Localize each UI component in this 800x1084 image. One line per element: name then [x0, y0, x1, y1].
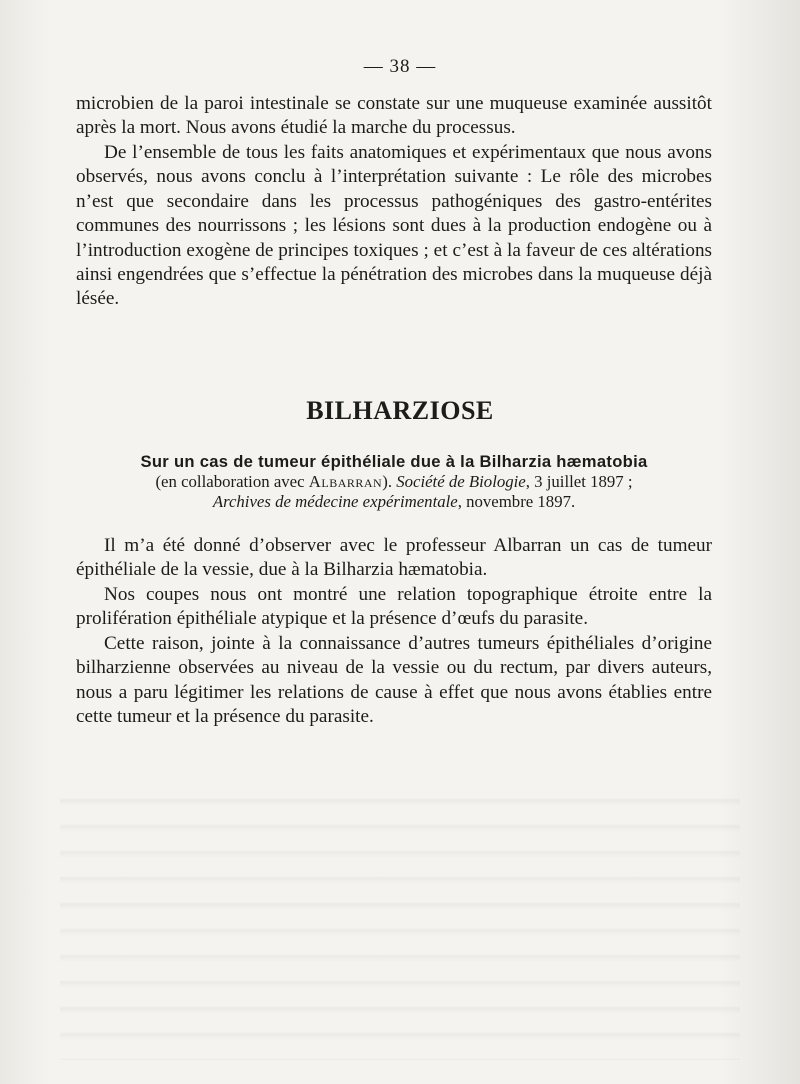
paragraph-sections: Nos coupes nous ont montré une relation topographique étroite entre la prolifération épithéliale atypique et la présence d’œufs du parasite. [76, 584, 712, 630]
paragraph-conclusion: De l’ensemble de tous les faits anatomiques et expérimentaux que nous avons observés, nous avons conclu à l’interprétation suivante : Le rôle des microbes n’est que secondaire dans les processus pathogéniques des gastro-entérites communes des nourrissons ; les lésions sont dues à la production endogène ou à l’introduction exogène de principes toxiques ; et c’est à la faveur de ces altérations ainsi engendrées que s’effectue la pénétration des microbes dans la muqueuse déjà lésée. [76, 142, 712, 310]
paragraph-reasoning: Cette raison, jointe à la connaissance d’autres tumeurs épithéliales d’origine bilharzienne observées au niveau de la vessie ou du rectum, par divers auteurs, nous a paru légitimer les relations de cause à effet que nous avons établies entre cette tumeur et la présence du parasite. [76, 633, 712, 728]
citation-line-2 [76, 491, 712, 513]
journal-2: Archives de médecine expérimentale [212, 492, 458, 511]
date-1: , 3 juillet 1897 ; [525, 472, 633, 491]
article-title: Sur un cas de tumeur épithéliale due à la Bilharzia hæmatobia [140, 452, 648, 471]
journal-1: Société de Biologie [396, 472, 526, 491]
paragraph-observation: Il m’a été donné d’observer avec le professeur Albarran un cas de tumeur épithéliale de la vessie, due à la Bilharzia hæmatobia. [76, 535, 712, 581]
citation-line-1 [76, 471, 712, 493]
show-through-texture [60, 780, 740, 1060]
date-2: , novembre 1897. [457, 492, 576, 511]
citation-prefix: (en collaboration avec [155, 472, 309, 491]
citation-mid: ). [382, 472, 397, 491]
section-heading: BILHARZIOSE [306, 396, 494, 425]
page-number: — 38 — [363, 56, 437, 77]
paragraph-continued: microbien de la paroi intestinale se constate sur une muqueuse examinée aussitôt après la mort. Nous avons étudié la marche du processus. [76, 93, 712, 139]
collaborator-name: Albarran [308, 472, 383, 491]
